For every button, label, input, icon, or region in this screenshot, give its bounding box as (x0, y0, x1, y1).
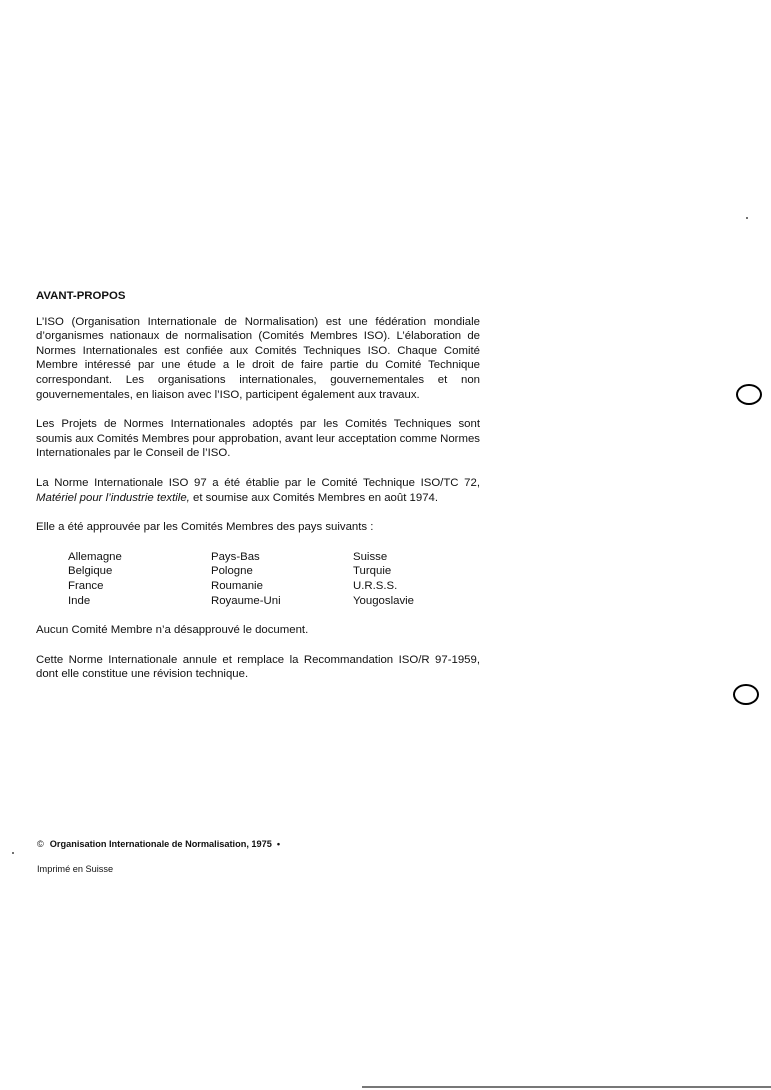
paragraph-draft-standards: Les Projets de Normes Internationales adoptés par les Comités Techniques sont soumis aux Comités Membres pour approbation, avant leur acceptation comme Normes Internationales par le Conseil de l’ISO. (36, 418, 480, 460)
copyright-line (37, 839, 280, 849)
foreword-heading: AVANT-PROPOS (36, 290, 126, 302)
foreword-section (36, 289, 480, 697)
country-item: France (68, 579, 104, 592)
punch-hole-mark (733, 684, 759, 705)
paragraph-iso-description: L’ISO (Organisation Internationale de Normalisation) est une fédération mondiale d’organismes nationaux de normalisation (Comités Membres ISO). L’élaboration de Normes Internationales est confiée aux Comités Techniques ISO. Chaque Comité Membre intéressé par une étude a le droit de faire partie du Comité Technique correspondant. Les organisations internationales, gouvernementales et non gouvernementales, en liaison avec l’ISO, participent également aux travaux. (36, 315, 480, 401)
punch-hole-mark (736, 384, 762, 405)
country-item: Yougoslavie (353, 594, 415, 607)
paragraph-replacement: Cette Norme Internationale annule et remplace la Recommandation ISO/R 97-1959, dont elle constitue une révision technique. (36, 653, 480, 681)
standard-origin-suffix: et soumise aux Comités Membres en août 1974. (193, 491, 439, 504)
country-item: Royaume-Uni (211, 594, 281, 607)
approving-countries-list (68, 550, 480, 608)
country-item: U.R.S.S. (353, 579, 398, 592)
country-item: Belgique (68, 565, 113, 578)
copyright-symbol: © (37, 839, 44, 849)
standard-origin-text: La Norme Internationale ISO 97 a été établie par le Comité Technique ISO/TC 72, (36, 476, 480, 489)
country-item: Suisse (353, 550, 388, 563)
scan-speck (746, 217, 748, 219)
country-item: Pays-Bas (211, 550, 260, 563)
committee-title: Matériel pour l’industrie textile, (36, 491, 190, 504)
paragraph-standard-origin (36, 476, 480, 505)
printed-in-line: Imprimé en Suisse (37, 864, 114, 874)
country-item: Inde (68, 594, 91, 607)
paragraph-approval-intro: Elle a été approuvée par les Comités Membres des pays suivants : (36, 521, 374, 534)
scan-speck (12, 852, 14, 854)
country-item: Allemagne (68, 550, 122, 563)
paragraph-no-disapproval: Aucun Comité Membre n’a désapprouvé le document. (36, 624, 309, 637)
bullet-mark: • (276, 839, 281, 849)
country-item: Pologne (211, 565, 253, 578)
bottom-edge-line (362, 1086, 771, 1088)
countries-column-1 (68, 550, 211, 608)
copyright-text: Organisation Internationale de Normalisation, 1975 (49, 839, 272, 849)
country-item: Turquie (353, 565, 392, 578)
country-item: Roumanie (211, 579, 263, 592)
countries-column-3 (353, 550, 493, 608)
countries-column-2 (211, 550, 353, 608)
